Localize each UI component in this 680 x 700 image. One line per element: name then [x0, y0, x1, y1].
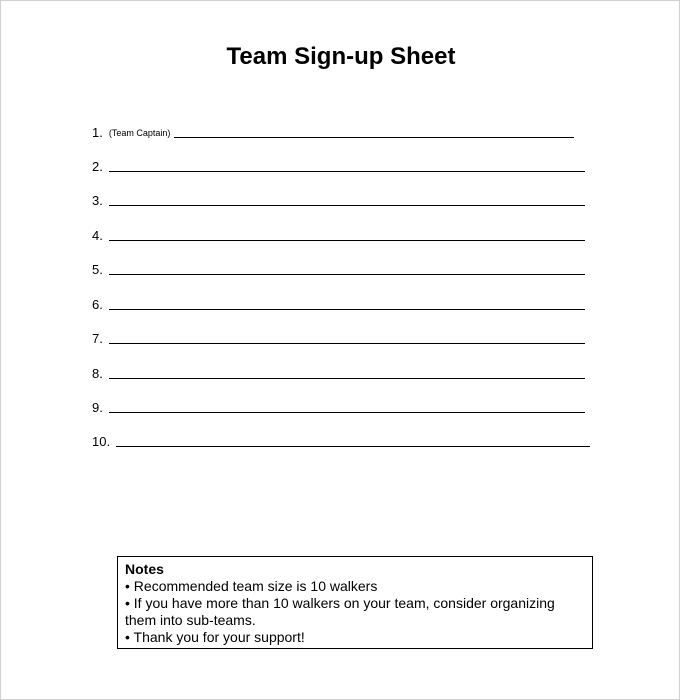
signup-line[interactable] — [109, 171, 585, 172]
signup-row-4 — [92, 220, 585, 244]
signup-row-6 — [92, 289, 585, 313]
row-number: 5. — [92, 262, 103, 277]
signup-line[interactable] — [116, 446, 590, 447]
row-number: 2. — [92, 159, 103, 174]
signup-row-8 — [92, 358, 585, 382]
signup-line[interactable] — [109, 309, 585, 310]
team-captain-label: (Team Captain) — [108, 128, 171, 138]
signup-line[interactable] — [109, 205, 585, 206]
row-number: 7. — [92, 331, 103, 346]
signup-line[interactable] — [174, 137, 574, 138]
signup-line[interactable] — [109, 240, 585, 241]
page-title: Team Sign-up Sheet — [226, 43, 456, 70]
signup-row-1 — [92, 117, 574, 141]
signup-row-5 — [92, 254, 585, 278]
signup-row-2 — [92, 151, 585, 175]
row-number: 4. — [92, 228, 103, 243]
signup-line[interactable] — [109, 274, 585, 275]
signup-row-3 — [92, 185, 585, 209]
signup-line[interactable] — [109, 378, 585, 379]
row-number: 1. — [92, 125, 103, 140]
notes-heading: Notes — [125, 561, 164, 577]
row-number: 9. — [92, 400, 103, 415]
signup-line[interactable] — [109, 412, 585, 413]
row-number: 10. — [92, 434, 111, 449]
signup-row-10 — [92, 426, 590, 450]
row-number: 3. — [92, 193, 103, 208]
row-number: 6. — [92, 297, 103, 312]
row-number: 8. — [92, 366, 103, 381]
signup-row-9 — [92, 392, 585, 416]
notes-item: • Thank you for your support! — [125, 629, 305, 645]
signup-line[interactable] — [109, 343, 585, 344]
notes-box — [117, 556, 593, 649]
notes-item: • If you have more than 10 walkers on your team, consider organizing them into sub-teams. — [125, 595, 555, 628]
notes-item: • Recommended team size is 10 walkers — [125, 578, 378, 594]
signup-row-7 — [92, 323, 585, 347]
